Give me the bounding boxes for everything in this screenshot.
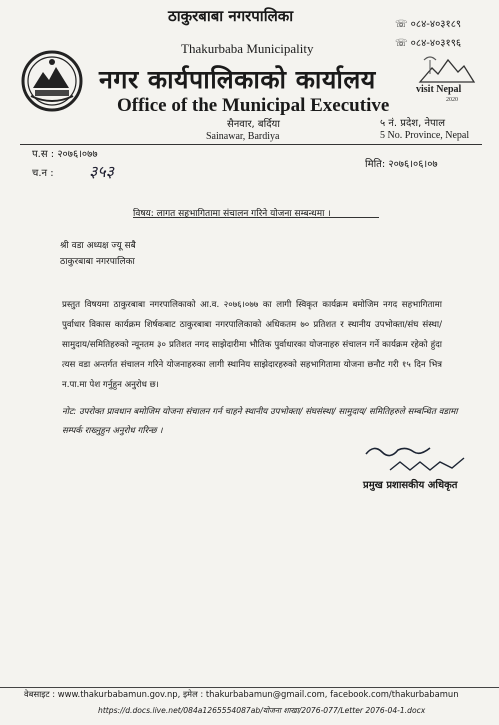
visit-nepal-text: visit Nepal [416, 84, 462, 95]
header-divider [20, 144, 482, 145]
dispatch-label: च.न : [32, 168, 54, 179]
province-en: 5 No. Province, Nepal [380, 130, 470, 141]
municipality-name-np: ठाकुरबाबा नगरपालिका [168, 7, 294, 25]
address-np: सैनवार, बर्दिया [227, 119, 280, 130]
footer-file-path: https://d.docs.live.net/084a1265554087ab/योजना शाखा/2076-077/Letter 2076-04-1.docx [98, 706, 426, 715]
letter-body: प्रस्तुत विषयमा ठाकुरबाबा नगरपालिकाको आ.व. २०७६।०७७ का लागी स्विकृत कार्यक्रम बमोजिम नगद सहभागितामा पुर्वाधार विकास कार्यक्रम शिर्षकबाट ठाकुरबाबा नगरपालिकाको अधिकतम ७० प्रतिशत र स्थानीय उपभोक्ता/संघ संस्था/सामुदाय/समितिहरुको न्यूनतम ३० प्रतिशत नगद साझेदारीमा भौतिक पुर्वाधारका योजनाहरु संचालन गर्ने कार्यक्रम रहेको हुंदा त्यस वडा अन्तर्गत संचालन गरिने योजनाहरुका लागी स्थानिय साझेदारहरुको सहभागितामा योजना छनौट गरी १५ दिन भित्र न.पा.मा पेश गर्नुहुन अनुरोध छ। [62, 300, 442, 390]
recipient-line-1: श्री वडा अध्यक्ष ज्यू सबै [60, 241, 136, 251]
letter-note: नोट: उपरोक्त प्रावधान बमोजिम योजना संचालन गर्न चाहने स्थानीय उपभोक्ता/ संघसंस्था/ सामुदाय/ समितिहरुले सम्बन्धित वडामा सम्पर्क राख्नुहुन अनुरोध गरिन्छ । [62, 407, 458, 436]
province-np: ५ नं. प्रदेश, नेपाल [380, 118, 446, 129]
signatory-title: प्रमुख प्रशासकीय अधिकृत [363, 480, 458, 491]
footer-contact: वेबसाइट : www.thakurbabamun.gov.np, इमेल : thakurbabamun@gmail.com, facebook.com/thakurbabamun [24, 689, 459, 699]
subject-line: विषय: लागत सहभागितामा संचालन गरिने योजना सम्बन्धमा । [133, 209, 331, 219]
phone-number-1: ☏ ०८४-४०३१८९ [395, 19, 462, 30]
reference-number: प.स : २०७६।०७७ [32, 149, 98, 160]
subject-underline [133, 217, 379, 218]
visit-nepal-year: 2020 [446, 97, 458, 103]
footer-divider [0, 687, 499, 688]
letter-date: मिति: २०७६।०६।०७ [365, 159, 438, 170]
address-en: Sainawar, Bardiya [206, 131, 280, 142]
municipality-name-en: Thakurbaba Municipality [181, 41, 314, 56]
recipient-line-2: ठाकुरबाबा नगरपालिका [60, 257, 135, 267]
office-title-np: नगर कार्यपालिकाको कार्यालय [99, 65, 376, 94]
dispatch-number: ३५३ [89, 162, 114, 181]
office-title-en: Office of the Municipal Executive [117, 95, 390, 116]
phone-number-2: ☏ ०८४-४०३१९६ [395, 38, 462, 49]
municipality-emblem-icon [21, 50, 83, 116]
